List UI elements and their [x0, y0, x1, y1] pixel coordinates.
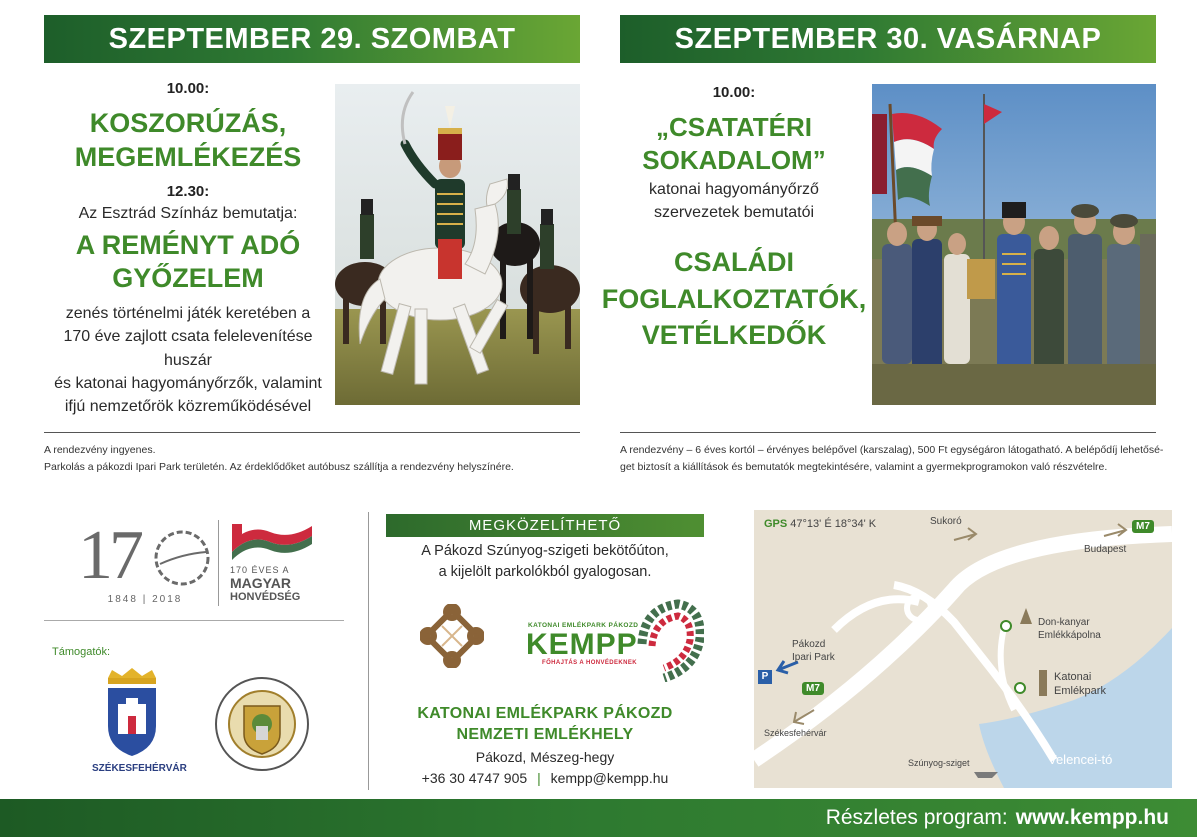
- contact-separator: |: [537, 769, 541, 786]
- supporters-label: Támogatók:: [52, 646, 111, 658]
- day2-event2-title-line3: VETÉLKEDŐK: [641, 320, 827, 351]
- anniversary-number: 17: [78, 517, 140, 594]
- map-velencei-to: Velencei-tó: [1048, 752, 1113, 767]
- map-don-kanyar: Don-kanyar Emlékkápolna: [1038, 617, 1101, 641]
- email-link[interactable]: kempp@kempp.hu: [550, 769, 669, 786]
- kempp-top-text: KATONAI EMLÉKPARK PÁKOZD: [528, 622, 639, 629]
- map-katonai-emlekpark: Katonai Emlékpark: [1054, 671, 1106, 698]
- day2-notes: [620, 442, 1180, 476]
- map-szekesfehervar: Székesfehérvár: [764, 728, 827, 738]
- phone-number[interactable]: +36 30 4747 905: [421, 769, 528, 786]
- m7-badge-bottom: M7: [802, 682, 824, 695]
- location-map: [754, 510, 1172, 788]
- day2-event1-sub-line2: szervezetek bemutatói: [653, 204, 815, 222]
- day2-note-line2: get biztosít a kiállítások és bemutatók megtekintésére, valamint a gyermekprogramokon való részvételre.: [620, 460, 1108, 473]
- contact-line: [386, 769, 704, 787]
- day1-time1: 10.00:: [166, 80, 210, 97]
- day1-desc-line1: zenés történelmi játék keretében a: [65, 305, 311, 323]
- kempp-logo: [524, 598, 704, 684]
- day1-note-parking: Parkolás a pákozdi Ipari Park területén. Az érdeklődőket autóbusz szállítja a rendezvény helyszínére.: [44, 460, 514, 473]
- venue-line1: KATONAI EMLÉKPARK PÁKOZD: [417, 705, 673, 722]
- day1-event2-title-line1: A REMÉNYT ADÓ: [75, 229, 301, 260]
- day1-note-free: A rendezvény ingyenes.: [44, 444, 156, 456]
- map-szunyog-sziget: Szúnyog-sziget: [908, 758, 970, 768]
- day2-event1-title-line2: SOKADALOM”: [642, 144, 826, 175]
- access-header: MEGKÖZELÍTHETŐ: [386, 514, 704, 537]
- day1-time2: 12.30:: [166, 182, 210, 200]
- venue-block: [386, 704, 704, 787]
- kempp-name: KEMPP: [526, 628, 638, 661]
- day2-event1-title-line1: „CSATATÉRI: [656, 112, 812, 142]
- honvedseg-badge: [230, 522, 316, 606]
- anniversary-170-logo: [78, 518, 218, 610]
- day2-event2-title-line2: FOGLALKOZTATÓK,: [601, 283, 867, 314]
- map-pakozd-park: Pákozd Ipari Park: [792, 639, 835, 663]
- badge-line1: 170 ÉVES A: [230, 565, 290, 575]
- footer-label: Részletes program:: [825, 806, 1008, 829]
- column-separator: [368, 512, 369, 790]
- footer-url-link[interactable]: www.kempp.hu: [1015, 806, 1169, 829]
- parking-icon: P: [758, 670, 772, 684]
- szekesfehervar-coat-of-arms: [92, 668, 187, 778]
- seal-emblem-icon: [214, 676, 310, 772]
- anniversary-years: 1848 | 2018: [107, 594, 183, 605]
- badge-line3: HONVÉDSÉG: [230, 591, 301, 603]
- access-instructions: [386, 541, 704, 583]
- day1-event1-title-line2: MEGEMLÉKEZÉS: [74, 141, 302, 172]
- day2-program: [600, 84, 868, 354]
- logo-divider: [44, 620, 344, 621]
- day2-time1: 10.00:: [712, 84, 756, 101]
- m7-badge-top: M7: [1132, 520, 1154, 533]
- day2-event1-sub-line1: katonai hagyományőrző: [649, 181, 819, 198]
- day1-event2-title-line2: GYŐZELEM: [112, 263, 264, 294]
- laurel-wreath-icon: [150, 524, 214, 592]
- logo-separator: [218, 520, 219, 606]
- venue-line2: NEMZETI EMLÉKHELY: [456, 725, 634, 743]
- celtic-knot-icon: [420, 604, 484, 668]
- day2-note-line1: A rendezvény – 6 éves kortól – érvényes belépővel (karszalag), 500 Ft egységáron látogatható. A belépődíj lehetősé-: [620, 444, 1164, 456]
- badge-line2: MAGYAR: [230, 575, 291, 591]
- day1-event1-title-line1: KOSZORÚZÁS,: [89, 108, 287, 138]
- day1-desc-line2: 170 éve zajlott csata felelevenítése huszár: [63, 328, 313, 369]
- access-line1: A Pákozd Szúnyog-szigeti bekötőúton,: [421, 543, 669, 559]
- day2-header: SZEPTEMBER 30. VASÁRNAP: [620, 15, 1156, 63]
- venue-address: Pákozd, Mészeg-hegy: [475, 748, 615, 765]
- day2-divider: [620, 432, 1156, 433]
- kempp-sub-text: FŐHAJTÁS A HONVÉDEKNEK: [542, 660, 638, 666]
- coat-of-arms-icon: [96, 668, 168, 758]
- day1-divider: [44, 432, 580, 433]
- baratikor-seal: [214, 676, 310, 772]
- map-budapest: Budapest: [1084, 544, 1127, 555]
- kempp-swirl-icon: [634, 598, 704, 682]
- footer-bar: [0, 799, 1197, 837]
- hussar-cavalry-photo: [335, 84, 580, 405]
- access-line2: a kijelölt parkolókból gyalogosan.: [438, 564, 652, 581]
- map-sukoro: Sukoró: [930, 516, 962, 527]
- day1-notes: [44, 442, 584, 476]
- gps-label: GPS 47°13' É 18°34' K: [764, 518, 877, 530]
- day2-event2-title-line1: CSALÁDI: [674, 247, 794, 278]
- day1-desc-line3: és katonai hagyományőrzők, valamint: [54, 374, 322, 392]
- parade-photo: [872, 84, 1156, 405]
- day1-header: SZEPTEMBER 29. SZOMBAT: [44, 15, 580, 63]
- day1-program: [44, 80, 332, 418]
- day1-desc-line4: ifjú nemzetőrök közreműködésével: [64, 397, 312, 415]
- hungarian-ribbon-icon: [230, 522, 314, 560]
- day1-event2-intro: Az Esztrád Színház bemutatja:: [78, 204, 298, 222]
- city-name: SZÉKESFEHÉRVÁR: [92, 763, 187, 774]
